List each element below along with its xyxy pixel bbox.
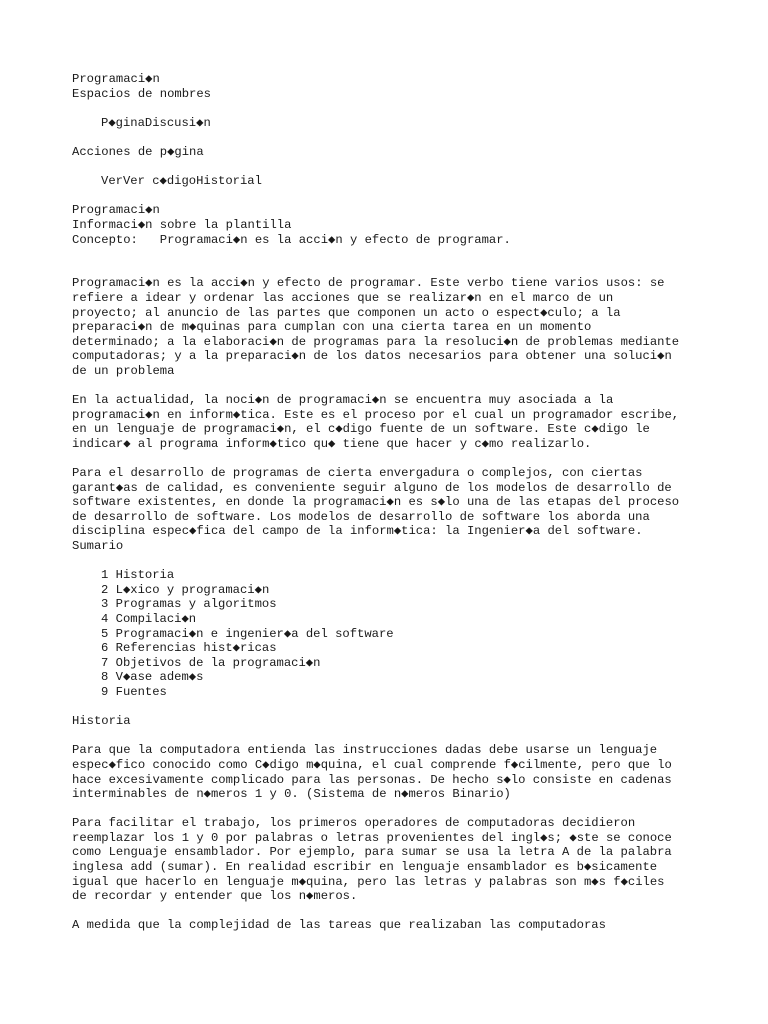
text-line: de un problema [72, 363, 175, 378]
historia-paragraph-1 [72, 743, 712, 801]
toc-item[interactable]: 5 Programaci◆n e ingenier◆a del software [101, 626, 394, 641]
text-line: proyecto; al anuncio de las partes que componen un acto o espect◆culo; a la [72, 305, 621, 320]
historia-paragraph-3 [72, 918, 712, 933]
toc-item[interactable]: 9 Fuentes [101, 684, 167, 699]
text-line: de recordar y entender que los n◆meros. [72, 889, 358, 904]
historia-paragraph-2 [72, 816, 712, 904]
text-line: como Lenguaje ensamblador. Por ejemplo, para sumar se usa la letra A de la palabra [72, 845, 672, 860]
intro-paragraph-3 [72, 466, 712, 554]
header-namespaces: Espacios de nombres [72, 86, 211, 101]
toc-item[interactable]: 8 V◆ase adem◆s [101, 670, 204, 685]
text-line: refiere a idear y ordenar las acciones que se realizar◆n en el marco de un [72, 290, 614, 305]
text-line: de desarrollo de software. Los modelos de desarrollo de software los aborda una [72, 509, 650, 524]
text-line: programaci◆n en inform◆tica. Este es el proceso por el cual un programador escribe, [72, 407, 680, 422]
text-line: hace excesivamente complicado para las personas. De hecho s◆lo consiste en cadenas [72, 772, 672, 787]
text-line: Programaci◆n es la acci◆n y efecto de programar. Este verbo tiene varios usos: se [72, 276, 665, 291]
toc-item[interactable]: 4 Compilaci◆n [101, 611, 197, 626]
text-line: inglesa add (sumar). En realidad escribir en lenguaje ensamblador es b◆sicamente [72, 860, 658, 875]
intro-paragraph-2 [72, 393, 712, 451]
header-tabs: P◆ginaDiscusi◆n [101, 115, 211, 130]
text-line: disciplina espec◆fica del campo de la inform◆tica: la Ingenier◆a del software. [72, 524, 643, 539]
text-line: determinado; a la elaboraci◆n de programas para la resoluci◆n de problemas mediante [72, 334, 680, 349]
section-heading-historia [72, 714, 712, 729]
text-line: Para que la computadora entienda las instrucciones dadas debe usarse un lenguaje [72, 743, 658, 758]
toc-item[interactable]: 3 Programas y algoritmos [101, 597, 277, 612]
toc-item[interactable]: 2 L◆xico y programaci◆n [101, 582, 270, 597]
template-info: Informaci◆n sobre la plantilla [72, 217, 292, 232]
toc-item[interactable]: 6 Referencias hist◆ricas [101, 641, 277, 656]
text-line: En la actualidad, la noci◆n de programaci◆n se encuentra muy asociada a la [72, 393, 614, 408]
text-line: espec◆fico conocido como C◆digo m◆quina, el cual comprende f◆cilmente, pero que lo [72, 757, 672, 772]
header-line-programacion: Programaci◆n [72, 72, 160, 86]
toc-item[interactable]: 7 Objetivos de la programaci◆n [101, 655, 321, 670]
text-line: software existentes, en donde la programaci◆n es s◆lo una de las etapas del proceso [72, 495, 680, 510]
text-line: preparaci◆n de m◆quinas para cumplan con una cierta tarea en un momento [72, 320, 592, 335]
table-of-contents [72, 568, 712, 699]
text-line: Para facilitar el trabajo, los primeros operadores de computadoras decidieron [72, 816, 636, 831]
text-line: Para el desarrollo de programas de cierta envergadura o complejos, con ciertas [72, 466, 643, 481]
page-title: Programaci◆n [72, 203, 160, 218]
text-line: reemplazar los 1 y 0 por palabras o letras provenientes del ingl◆s; ◆ste se conoce [72, 830, 672, 845]
text-line: A medida que la complejidad de las tareas que realizaban las computadoras [72, 918, 606, 933]
text-line: computadoras; y a la preparaci◆n de los datos necesarios para obtener una soluci◆n [72, 349, 672, 364]
text-line: en un lenguaje de programaci◆n, el c◆digo fuente de un software. Este c◆digo le [72, 422, 650, 437]
text-line: igual que hacerlo en lenguaje m◆quina, pero las letras y palabras son m◆s f◆ciles [72, 874, 665, 889]
text-line: indicar◆ al programa inform◆tico qu◆ tiene que hacer y c◆mo realizarlo. [72, 436, 592, 451]
toc-item[interactable]: 1 Historia [101, 568, 175, 583]
header-actions-label: Acciones de p◆gina [72, 144, 204, 159]
concept-line: Concepto: Programaci◆n es la acci◆n y efecto de programar. [72, 232, 511, 247]
text-line: garant◆as de calidad, es conveniente seguir alguno de los modelos de desarrollo de [72, 480, 672, 495]
section-heading: Historia [72, 714, 131, 729]
document-page [72, 72, 712, 948]
text-line: interminables de n◆meros 1 y 0. (Sistema de n◆meros Binario) [72, 787, 511, 802]
intro-paragraph-1 [72, 276, 712, 378]
toc-heading: Sumario [72, 539, 124, 553]
header-actions: VerVer c◆digoHistorial [101, 174, 262, 189]
